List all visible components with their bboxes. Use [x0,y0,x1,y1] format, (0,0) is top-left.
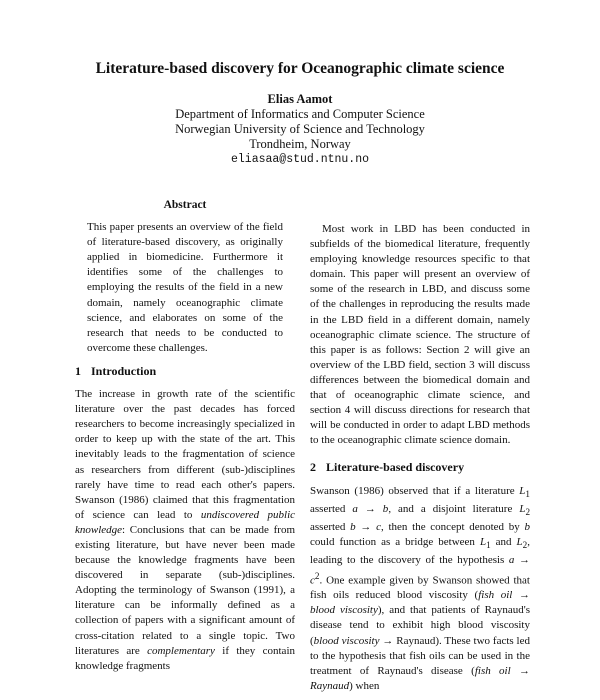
abstract-text: This paper presents an overview of the field of literature-based discovery, as originally applied in biomedicine. Furthermore it identifies some of the challenges to employing the results of the field in a new domain, namely oceanographic climate science, and elaborates on some of the research that needs to be conducted to overcome these challenges. [87,221,283,354]
abstract-heading: Abstract [163,199,207,211]
affiliation-department: Department of Informatics and Computer Science [175,107,425,121]
affiliation-location: Trondheim, Norway [249,137,351,151]
author-email: eliasaa@stud.ntnu.no [230,153,370,166]
section-1-heading [75,364,295,379]
section-1-title: Introduction [91,363,157,378]
author-name: Elias Aamot [267,92,333,106]
intro-paragraph-1: The increase in growth rate of the scientific literature over the past decades has forced researchers to become increasingly specialized in order to keep up with the state of the art. This inevitably leads to the fragmentation of science as researchers from different (sub-)disciplines rarely have time to read each other's papers. Swanson (1986) claimed that this fragmentation of science can lead to undiscovered public knowledge: Conclusions that can be made from existing literature, but have never been made because the knowledge fragments have been discovered in separate (sub-)disciplines. Adopting the terminology of Swanson (1991), a literature can be informally defined as a collection of papers with a significant amount of cross-citation related to a single topic. Two literatures are complementary if they contain knowledge fragments [75,388,296,672]
section-2-heading [310,460,530,475]
section-1-number: 1 [75,363,81,378]
right-column [310,222,530,700]
affiliation-university: Norwegian University of Science and Technology [175,122,425,136]
lbd-paragraph-1: Swanson (1986) observed that if a literature $L_1$ asserted a → b, and a disjoint literature $L_2$ asserted b → c, then the concept denoted by b could function as a bridge between $L_1$ and $L_2$, leading to the discovery of the hypothesis $a \to c^2$. One example given by Swanson showed that fish oils reduced blood viscosity (fish oil → blood viscosity), and that patients of Raynaud's disease tend to exhibit high blood viscosity (blood viscosity → Raynaud). These two facts led to the hypothesis that fish oils can be used in the treatment of Raynaud's disease (fish oil → Raynaud) when [310,484,531,692]
author-block [0,92,600,167]
intro-paragraph-2: Most work in LBD has been conducted in subfields of the biomedical literature, frequently employing knowledge resources specific to that domain. This paper will present an overview of some of the research in LBD, and discuss some of the challenges in reproducing the results made in the LBD field in a different domain, namely oceanographic climate science. The structure of this paper is as follows: Section 2 will give an overview of the LBD field, section 3 will discuss differences between the biomedical domain and that of oceanographic climate science, and section 4 will discuss directions for research that will be conducted in order to adapt LBD methods to the oceanographic climate science domain. [310,223,530,447]
section-2-number: 2 [310,460,316,475]
section-2-title: Literature-based discovery [326,460,465,475]
paper-title: Literature-based discovery for Oceanographic climate science [95,60,505,77]
left-column [75,198,295,680]
